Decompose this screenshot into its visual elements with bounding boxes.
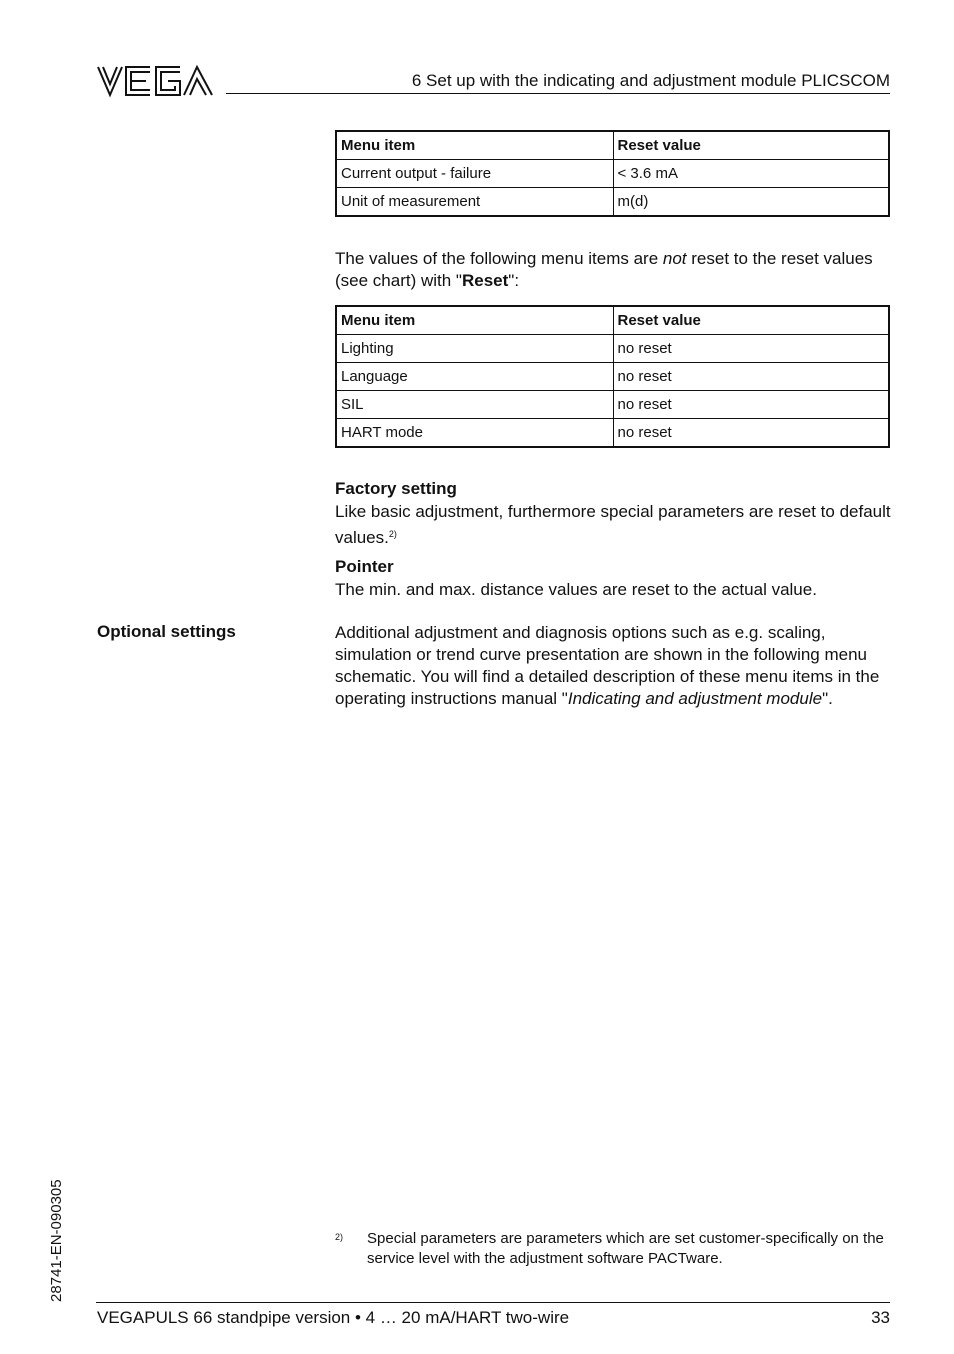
table-cell: < 3.6 mA [613,160,889,188]
table-header-cell: Reset value [613,306,889,335]
document-code: 28741-EN-090305 [48,1179,65,1302]
table-row [336,391,889,419]
table-header-cell: Reset value [613,131,889,160]
table-header-row [336,306,889,335]
text-span: The values of the following menu items are [335,249,663,268]
text-span: ". [822,689,833,708]
table-cell: no reset [613,419,889,448]
table-row [336,363,889,391]
pointer-heading: Pointer [335,557,394,576]
emphasis-text: not [662,249,687,268]
reset-values-table [335,130,890,217]
footnote-marker: 2) [335,1232,344,1242]
table-row [336,335,889,363]
table-row [336,419,889,448]
text-span: Like basic adjustment, furthermore special parameters are reset to default values. [335,502,891,547]
table-cell: HART mode [336,419,613,448]
table-cell: Current output - failure [336,160,613,188]
table-cell: Lighting [336,335,613,363]
table-header-cell: Menu item [336,131,613,160]
header-rule [226,93,890,94]
table-cell: no reset [613,391,889,419]
table-cell: m(d) [613,188,889,217]
pointer-text: The min. and max. distance values are reset to the actual value. [335,580,817,599]
table-cell: Unit of measurement [336,188,613,217]
chapter-title: 6 Set up with the indicating and adjustment module PLICSCOM [411,71,890,90]
no-reset-table [335,305,890,448]
footer-rule [96,1302,890,1303]
table-cell: no reset [613,335,889,363]
factory-setting-heading: Factory setting [335,479,457,498]
optional-settings-text [335,622,895,710]
footnote-text: Special parameters are parameters which are set customer-specifically on the service level with the adjustment software PACTware. [367,1230,884,1267]
text-span: ": [508,271,520,290]
not-reset-intro [335,248,895,292]
bold-text: Reset [461,271,509,290]
table-header-cell: Menu item [336,306,613,335]
table-cell: no reset [613,363,889,391]
table-cell: SIL [336,391,613,419]
emphasis-text: Indicating and adjustment module [567,689,823,708]
optional-settings-heading: Optional settings [97,622,236,641]
footnote-reference: 2) [388,529,397,539]
text-span: reset to the reset values (see chart) with " [335,249,873,290]
table-row [336,160,889,188]
vega-logo [96,64,214,98]
table-cell: Language [336,363,613,391]
footer-product: VEGAPULS 66 standpipe version • 4 … 20 mA/HART two-wire [97,1308,570,1327]
table-header-row [336,131,889,160]
page-number: 33 [871,1308,890,1327]
table-row [336,188,889,217]
factory-setting-text [335,501,895,549]
text-span: Additional adjustment and diagnosis options such as e.g. scaling, simulation or trend curve presentation are shown in the following menu schematic. You will find a detailed description of these menu items in the operating instructions manual " [335,623,880,708]
